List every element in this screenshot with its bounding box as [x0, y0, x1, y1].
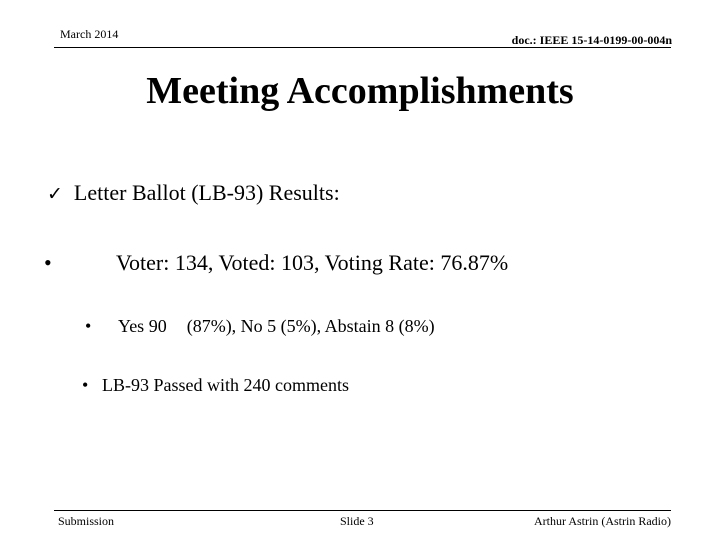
- footer-slide-number: Slide 3: [340, 514, 374, 528]
- results-heading-text: Letter Ballot (LB-93) Results:: [73, 180, 340, 205]
- bullet-icon: •: [82, 375, 89, 395]
- slide-title: Meeting Accomplishments: [146, 70, 574, 112]
- ballot-outcome: [82, 375, 349, 396]
- bullet-icon: •: [44, 250, 52, 275]
- checkmark-icon: ✓: [47, 183, 63, 205]
- header-doc-id: doc.: IEEE 15-14-0199-00-004n: [511, 33, 672, 47]
- voter-summary: [44, 250, 508, 276]
- footer-submission: Submission: [58, 514, 115, 528]
- ballot-outcome-text: LB-93 Passed with 240 comments: [102, 375, 349, 395]
- footer-author: Arthur Astrin (Astrin Radio): [534, 514, 671, 528]
- vote-breakdown: [85, 316, 435, 337]
- header-date: March 2014: [60, 27, 119, 41]
- footer-divider: [54, 510, 671, 511]
- voter-summary-text: Voter: 134, Voted: 103, Voting Rate: 76.87%: [116, 250, 509, 275]
- results-heading: [47, 180, 340, 206]
- vote-breakdown-rest: (87%), No 5 (5%), Abstain 8 (8%): [186, 316, 435, 336]
- bullet-icon: •: [85, 316, 92, 336]
- header-divider: [54, 47, 671, 48]
- vote-breakdown-yes: Yes 90: [118, 316, 167, 336]
